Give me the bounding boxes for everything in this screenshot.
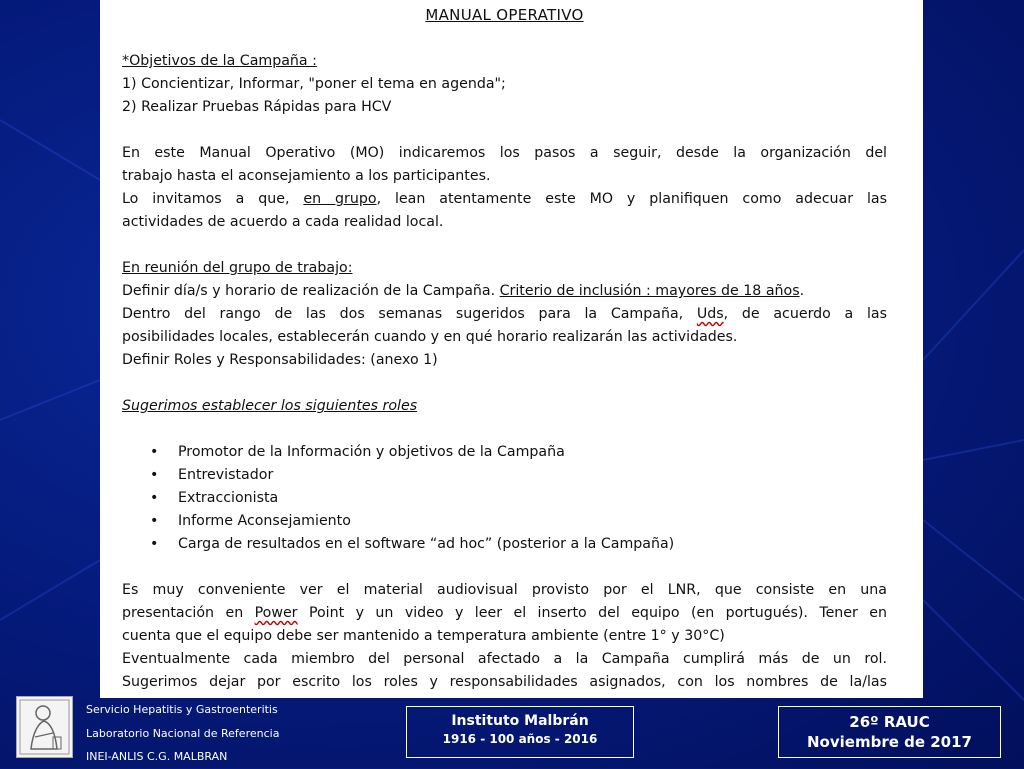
objective-2: 2) Realizar Pruebas Rápidas para HCV: [122, 99, 392, 115]
meeting-line-4: Definir Roles y Responsabilidades: (anexo 1): [122, 352, 438, 368]
closing-line-4: Eventualmente cada miembro del personal afectado a la Campaña cumplirá más de un rol.: [122, 651, 887, 667]
event-name: 26º RAUC: [849, 713, 930, 731]
intro-line-2: trabajo hasta el aconsejamiento a los participantes.: [122, 168, 491, 184]
closing-line-1: Es muy conveniente ver el material audiovisual provisto por el LNR, que consiste en una: [122, 582, 887, 598]
document-title: MANUAL OPERATIVO: [425, 6, 584, 24]
meeting-heading: En reunión del grupo de trabajo:: [122, 260, 353, 276]
intro-line-4: actividades de acuerdo a cada realidad local.: [122, 214, 444, 230]
spellcheck-word: Power: [254, 605, 298, 621]
intro-underlined: en grupo: [303, 191, 377, 207]
institute-years: 1916 - 100 años - 2016: [442, 732, 598, 746]
intro-line-1: En este Manual Operativo (MO) indicaremos los pasos a seguir, desde la organización del: [122, 145, 887, 161]
manual-page: [100, 0, 923, 698]
institute-box: [406, 706, 634, 758]
roles-heading: Sugerimos establecer los siguientes roles: [122, 398, 418, 414]
role-item: • Informe Aconsejamiento: [178, 510, 887, 533]
closing-line-2: presentación en Power Point y un video y leer el inserto del equipo (en portugués). Tener en: [122, 605, 888, 621]
roles-list: [122, 441, 887, 556]
role-item: • Carga de resultados en el software “ad hoc” (posterior a la Campaña): [178, 533, 887, 556]
institute-logo-icon: [16, 696, 73, 758]
footer-org: [86, 698, 279, 769]
closing-line-5: Sugerimos dejar por escrito los roles y responsabilidades asignados, con los nombres de la/las: [122, 674, 887, 690]
meeting-line-1: Definir día/s y horario de realización de la Campaña. Criterio de inclusión : mayores de 18 años.: [122, 283, 805, 299]
objective-1: 1) Concientizar, Informar, "poner el tema en agenda";: [122, 76, 506, 92]
role-item: • Extraccionista: [178, 487, 887, 510]
inclusion-criteria: Criterio de inclusión : mayores de 18 años: [499, 283, 800, 299]
footer-org-line: Servicio Hepatitis y Gastroenteritis: [86, 703, 278, 716]
meeting-line-3: posibilidades locales, establecerán cuando y en qué horario realizarán las actividades.: [122, 329, 738, 345]
objectives-heading: *Objetivos de la Campaña :: [122, 53, 317, 69]
intro-line-3: Lo invitamos a que, en grupo, lean atentamente este MO y planifiquen como adecuar las: [122, 191, 888, 207]
event-box: [778, 706, 1001, 758]
spellcheck-word: Uds: [696, 306, 724, 322]
institute-name: Instituto Malbrán: [451, 713, 589, 729]
closing-line-3: cuenta que el equipo debe ser mantenido a temperatura ambiente (entre 1° y 30°C): [122, 628, 725, 644]
role-item: • Promotor de la Información y objetivos de la Campaña: [178, 441, 887, 464]
event-date: Noviembre de 2017: [807, 733, 972, 751]
footer-org-line: INEI-ANLIS C.G. MALBRAN: [86, 750, 228, 763]
role-item: • Entrevistador: [178, 464, 887, 487]
meeting-line-2: Dentro del rango de las dos semanas sugeridos para la Campaña, Uds, de acuerdo a las: [122, 306, 887, 322]
footer-org-line: Laboratorio Nacional de Referencia: [86, 726, 280, 740]
